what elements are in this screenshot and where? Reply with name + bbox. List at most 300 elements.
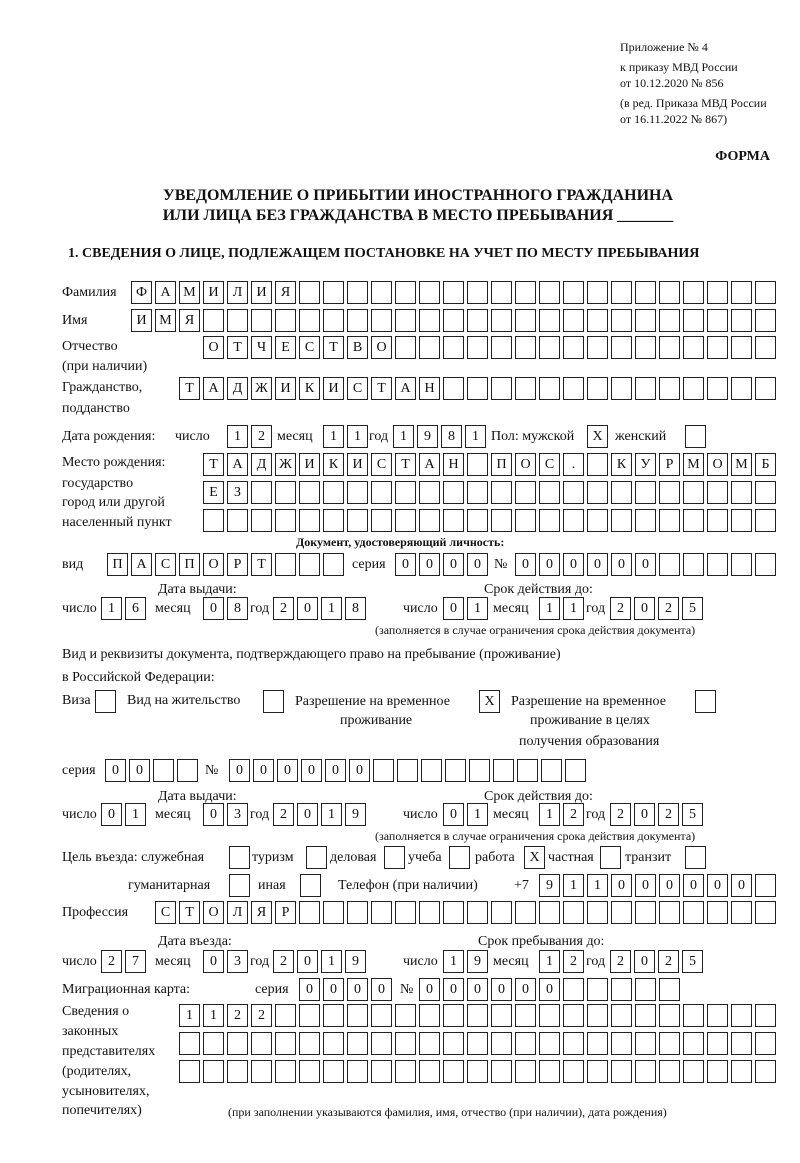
- citizenship-cell[interactable]: [563, 377, 584, 400]
- citizenship-cell[interactable]: И: [275, 377, 296, 400]
- reps-3-cell[interactable]: [611, 1060, 632, 1083]
- surname-cell[interactable]: [395, 281, 416, 304]
- name-cell[interactable]: И: [131, 309, 152, 332]
- birthplace-3-cell[interactable]: [323, 509, 344, 532]
- birthplace-1-cell[interactable]: С: [539, 453, 560, 476]
- name-cell[interactable]: М: [155, 309, 176, 332]
- name-cell[interactable]: [467, 309, 488, 332]
- reps-3-cell[interactable]: [515, 1060, 536, 1083]
- profession-cell[interactable]: [707, 901, 728, 924]
- profession-cell[interactable]: [299, 901, 320, 924]
- id-series-cell[interactable]: 0: [443, 553, 464, 576]
- birthplace-1-cell[interactable]: [587, 453, 608, 476]
- patronymic-cell[interactable]: Т: [323, 336, 344, 359]
- stay-until-month-cell[interactable]: 1: [539, 950, 560, 973]
- reps-3-cell[interactable]: [683, 1060, 704, 1083]
- patronymic-cell[interactable]: [443, 336, 464, 359]
- patronymic-cell[interactable]: [563, 336, 584, 359]
- stay-series-cell[interactable]: [177, 759, 198, 782]
- reps-3-cell[interactable]: [347, 1060, 368, 1083]
- reps-2-cell[interactable]: [515, 1032, 536, 1055]
- entry-day-cell[interactable]: 2: [101, 950, 122, 973]
- birth-day-cell[interactable]: 1: [227, 425, 248, 448]
- id-issue-month-cell[interactable]: 0: [203, 597, 224, 620]
- reps-3-cell[interactable]: [395, 1060, 416, 1083]
- patronymic-cell[interactable]: [635, 336, 656, 359]
- profession-cell[interactable]: [515, 901, 536, 924]
- id-valid-year-cell[interactable]: 2: [610, 597, 631, 620]
- purpose-study-cell[interactable]: [449, 846, 470, 869]
- id-kind-cell[interactable]: Р: [227, 553, 248, 576]
- id-issue-year-cell[interactable]: 8: [345, 597, 366, 620]
- citizenship-cell[interactable]: [611, 377, 632, 400]
- citizenship-cell[interactable]: Т: [371, 377, 392, 400]
- profession-cell[interactable]: [323, 901, 344, 924]
- reps-3-cell[interactable]: [179, 1060, 200, 1083]
- mig-number-cell[interactable]: [635, 978, 656, 1001]
- reps-1-cell[interactable]: [587, 1004, 608, 1027]
- id-number-cell[interactable]: 0: [515, 553, 536, 576]
- birthplace-2-cell[interactable]: [347, 481, 368, 504]
- id-issue-month-cell[interactable]: 8: [227, 597, 248, 620]
- id-number-cell[interactable]: 0: [635, 553, 656, 576]
- reps-1-cell[interactable]: [299, 1004, 320, 1027]
- stay-until-year-cell[interactable]: 2: [658, 950, 679, 973]
- reps-3-cell[interactable]: [467, 1060, 488, 1083]
- entry-year-cell[interactable]: 9: [345, 950, 366, 973]
- birthplace-1-cell[interactable]: С: [371, 453, 392, 476]
- phone-cell[interactable]: 0: [707, 874, 728, 897]
- id-kind-cell[interactable]: А: [131, 553, 152, 576]
- birth-day-cell[interactable]: 2: [251, 425, 272, 448]
- stay-valid-month-cell[interactable]: 2: [563, 803, 584, 826]
- patronymic-cell[interactable]: Ч: [251, 336, 272, 359]
- birthplace-2-cell[interactable]: З: [227, 481, 248, 504]
- profession-cell[interactable]: [563, 901, 584, 924]
- id-issue-year-cell[interactable]: 1: [321, 597, 342, 620]
- surname-cell[interactable]: [467, 281, 488, 304]
- purpose-official-cell[interactable]: [229, 846, 250, 869]
- birthplace-2-cell[interactable]: [587, 481, 608, 504]
- surname-cell[interactable]: [539, 281, 560, 304]
- citizenship-cell[interactable]: [659, 377, 680, 400]
- citizenship-cell[interactable]: К: [299, 377, 320, 400]
- id-number-cell[interactable]: [755, 553, 776, 576]
- reps-2-cell[interactable]: [611, 1032, 632, 1055]
- patronymic-cell[interactable]: О: [371, 336, 392, 359]
- name-cell[interactable]: [707, 309, 728, 332]
- surname-cell[interactable]: М: [179, 281, 200, 304]
- birthplace-2-cell[interactable]: [467, 481, 488, 504]
- mig-series-cell[interactable]: 0: [323, 978, 344, 1001]
- name-cell[interactable]: [539, 309, 560, 332]
- birthplace-3-cell[interactable]: [563, 509, 584, 532]
- id-number-cell[interactable]: [683, 553, 704, 576]
- birthplace-3-cell[interactable]: [227, 509, 248, 532]
- birthplace-1-cell[interactable]: О: [707, 453, 728, 476]
- birthplace-2-cell[interactable]: [635, 481, 656, 504]
- stay-number-cell[interactable]: [493, 759, 514, 782]
- temp-edu-cell[interactable]: [695, 690, 716, 713]
- profession-cell[interactable]: [587, 901, 608, 924]
- id-number-cell[interactable]: [731, 553, 752, 576]
- reps-1-cell[interactable]: [611, 1004, 632, 1027]
- birthplace-3-cell[interactable]: [251, 509, 272, 532]
- birth-year-cell[interactable]: 8: [441, 425, 462, 448]
- reps-1-cell[interactable]: [707, 1004, 728, 1027]
- surname-cell[interactable]: [611, 281, 632, 304]
- profession-cell[interactable]: [371, 901, 392, 924]
- patronymic-cell[interactable]: [755, 336, 776, 359]
- stay-number-cell[interactable]: 0: [325, 759, 346, 782]
- name-cell[interactable]: [563, 309, 584, 332]
- patronymic-cell[interactable]: [467, 336, 488, 359]
- id-valid-day-cell[interactable]: 1: [467, 597, 488, 620]
- id-valid-year-cell[interactable]: 0: [634, 597, 655, 620]
- reps-2-cell[interactable]: [443, 1032, 464, 1055]
- reps-1-cell[interactable]: [323, 1004, 344, 1027]
- citizenship-cell[interactable]: [515, 377, 536, 400]
- citizenship-cell[interactable]: Т: [179, 377, 200, 400]
- reps-2-cell[interactable]: [659, 1032, 680, 1055]
- reps-1-cell[interactable]: [467, 1004, 488, 1027]
- patronymic-cell[interactable]: Т: [227, 336, 248, 359]
- stay-issue-day-cell[interactable]: 0: [101, 803, 122, 826]
- reps-3-cell[interactable]: [587, 1060, 608, 1083]
- birthplace-2-cell[interactable]: [755, 481, 776, 504]
- surname-cell[interactable]: И: [203, 281, 224, 304]
- birthplace-2-cell[interactable]: [323, 481, 344, 504]
- birthplace-3-cell[interactable]: [419, 509, 440, 532]
- id-valid-day-cell[interactable]: 0: [443, 597, 464, 620]
- reps-1-cell[interactable]: [371, 1004, 392, 1027]
- birthplace-3-cell[interactable]: [587, 509, 608, 532]
- birthplace-2-cell[interactable]: [707, 481, 728, 504]
- mig-series-cell[interactable]: 0: [371, 978, 392, 1001]
- profession-cell[interactable]: Л: [227, 901, 248, 924]
- reps-1-cell[interactable]: [347, 1004, 368, 1027]
- patronymic-cell[interactable]: [707, 336, 728, 359]
- reps-3-cell[interactable]: [659, 1060, 680, 1083]
- birthplace-1-cell[interactable]: Б: [755, 453, 776, 476]
- phone-cell[interactable]: 1: [563, 874, 584, 897]
- mig-series-cell[interactable]: 0: [347, 978, 368, 1001]
- profession-cell[interactable]: [635, 901, 656, 924]
- profession-cell[interactable]: [755, 901, 776, 924]
- visa-cell[interactable]: [95, 690, 116, 713]
- birthplace-3-cell[interactable]: [611, 509, 632, 532]
- reps-3-cell[interactable]: [275, 1060, 296, 1083]
- mig-number-cell[interactable]: [659, 978, 680, 1001]
- id-number-cell[interactable]: 0: [563, 553, 584, 576]
- birthplace-1-cell[interactable]: А: [419, 453, 440, 476]
- birth-year-cell[interactable]: 9: [417, 425, 438, 448]
- name-cell[interactable]: [635, 309, 656, 332]
- birthplace-1-cell[interactable]: Д: [251, 453, 272, 476]
- stay-number-cell[interactable]: 0: [277, 759, 298, 782]
- id-kind-cell[interactable]: Т: [251, 553, 272, 576]
- surname-cell[interactable]: [755, 281, 776, 304]
- birthplace-2-cell[interactable]: [299, 481, 320, 504]
- sex-male-cell[interactable]: X: [587, 425, 608, 448]
- stay-number-cell[interactable]: [421, 759, 442, 782]
- birthplace-1-cell[interactable]: К: [323, 453, 344, 476]
- surname-cell[interactable]: [371, 281, 392, 304]
- mig-number-cell[interactable]: 0: [515, 978, 536, 1001]
- reps-3-cell[interactable]: [419, 1060, 440, 1083]
- name-cell[interactable]: [731, 309, 752, 332]
- profession-cell[interactable]: [539, 901, 560, 924]
- patronymic-cell[interactable]: О: [203, 336, 224, 359]
- reps-1-cell[interactable]: [635, 1004, 656, 1027]
- patronymic-cell[interactable]: [419, 336, 440, 359]
- birth-year-cell[interactable]: 1: [393, 425, 414, 448]
- purpose-work-cell[interactable]: X: [524, 846, 545, 869]
- stay-valid-year-cell[interactable]: 5: [682, 803, 703, 826]
- purpose-other-cell[interactable]: [300, 874, 321, 897]
- reps-2-cell[interactable]: [683, 1032, 704, 1055]
- reps-2-cell[interactable]: [755, 1032, 776, 1055]
- reps-3-cell[interactable]: [251, 1060, 272, 1083]
- name-cell[interactable]: [515, 309, 536, 332]
- birthplace-1-cell[interactable]: А: [227, 453, 248, 476]
- birthplace-3-cell[interactable]: [683, 509, 704, 532]
- stay-issue-year-cell[interactable]: 9: [345, 803, 366, 826]
- id-issue-day-cell[interactable]: 1: [101, 597, 122, 620]
- reps-2-cell[interactable]: [203, 1032, 224, 1055]
- birthplace-1-cell[interactable]: О: [515, 453, 536, 476]
- mig-number-cell[interactable]: 0: [419, 978, 440, 1001]
- birthplace-3-cell[interactable]: [203, 509, 224, 532]
- surname-cell[interactable]: [299, 281, 320, 304]
- purpose-transit-cell[interactable]: [685, 846, 706, 869]
- birthplace-1-cell[interactable]: И: [347, 453, 368, 476]
- birthplace-3-cell[interactable]: [467, 509, 488, 532]
- reps-1-cell[interactable]: 2: [227, 1004, 248, 1027]
- stay-valid-year-cell[interactable]: 2: [610, 803, 631, 826]
- mig-number-cell[interactable]: 0: [539, 978, 560, 1001]
- name-cell[interactable]: [203, 309, 224, 332]
- profession-cell[interactable]: О: [203, 901, 224, 924]
- id-kind-cell[interactable]: П: [107, 553, 128, 576]
- citizenship-cell[interactable]: С: [347, 377, 368, 400]
- patronymic-cell[interactable]: [731, 336, 752, 359]
- stay-issue-year-cell[interactable]: 1: [321, 803, 342, 826]
- birthplace-2-cell[interactable]: [611, 481, 632, 504]
- citizenship-cell[interactable]: [683, 377, 704, 400]
- citizenship-cell[interactable]: Н: [419, 377, 440, 400]
- mig-number-cell[interactable]: 0: [491, 978, 512, 1001]
- reps-3-cell[interactable]: [371, 1060, 392, 1083]
- birthplace-2-cell[interactable]: [683, 481, 704, 504]
- patronymic-cell[interactable]: [515, 336, 536, 359]
- reps-3-cell[interactable]: [491, 1060, 512, 1083]
- reps-1-cell[interactable]: [491, 1004, 512, 1027]
- stay-number-cell[interactable]: 0: [229, 759, 250, 782]
- id-number-cell[interactable]: 0: [539, 553, 560, 576]
- name-cell[interactable]: [491, 309, 512, 332]
- surname-cell[interactable]: [587, 281, 608, 304]
- mig-number-cell[interactable]: [611, 978, 632, 1001]
- purpose-private-cell[interactable]: [600, 846, 621, 869]
- birthplace-2-cell[interactable]: [371, 481, 392, 504]
- citizenship-cell[interactable]: [467, 377, 488, 400]
- phone-cell[interactable]: 9: [539, 874, 560, 897]
- reps-2-cell[interactable]: [467, 1032, 488, 1055]
- id-valid-year-cell[interactable]: 2: [658, 597, 679, 620]
- reps-2-cell[interactable]: [707, 1032, 728, 1055]
- surname-cell[interactable]: А: [155, 281, 176, 304]
- surname-cell[interactable]: [323, 281, 344, 304]
- birthplace-1-cell[interactable]: М: [731, 453, 752, 476]
- reps-1-cell[interactable]: [563, 1004, 584, 1027]
- stay-number-cell[interactable]: [469, 759, 490, 782]
- surname-cell[interactable]: Л: [227, 281, 248, 304]
- reps-1-cell[interactable]: [683, 1004, 704, 1027]
- name-cell[interactable]: [395, 309, 416, 332]
- stay-number-cell[interactable]: 0: [349, 759, 370, 782]
- profession-cell[interactable]: С: [155, 901, 176, 924]
- surname-cell[interactable]: [347, 281, 368, 304]
- stay-until-day-cell[interactable]: 1: [443, 950, 464, 973]
- profession-cell[interactable]: Р: [275, 901, 296, 924]
- name-cell[interactable]: [299, 309, 320, 332]
- entry-year-cell[interactable]: 0: [297, 950, 318, 973]
- patronymic-cell[interactable]: [587, 336, 608, 359]
- stay-until-year-cell[interactable]: 5: [682, 950, 703, 973]
- birthplace-2-cell[interactable]: [491, 481, 512, 504]
- name-cell[interactable]: [659, 309, 680, 332]
- patronymic-cell[interactable]: Е: [275, 336, 296, 359]
- reps-3-cell[interactable]: [227, 1060, 248, 1083]
- temp-residence-cell[interactable]: X: [479, 690, 500, 713]
- reps-1-cell[interactable]: [515, 1004, 536, 1027]
- stay-until-day-cell[interactable]: 9: [467, 950, 488, 973]
- birthplace-3-cell[interactable]: [299, 509, 320, 532]
- purpose-tourism-cell[interactable]: [306, 846, 327, 869]
- reps-3-cell[interactable]: [707, 1060, 728, 1083]
- reps-1-cell[interactable]: [395, 1004, 416, 1027]
- birthplace-1-cell[interactable]: М: [683, 453, 704, 476]
- name-cell[interactable]: [275, 309, 296, 332]
- reps-2-cell[interactable]: [539, 1032, 560, 1055]
- birthplace-1-cell[interactable]: [467, 453, 488, 476]
- birthplace-3-cell[interactable]: [443, 509, 464, 532]
- reps-1-cell[interactable]: 2: [251, 1004, 272, 1027]
- profession-cell[interactable]: [419, 901, 440, 924]
- birthplace-3-cell[interactable]: [515, 509, 536, 532]
- reps-3-cell[interactable]: [539, 1060, 560, 1083]
- reps-3-cell[interactable]: [731, 1060, 752, 1083]
- id-valid-month-cell[interactable]: 1: [563, 597, 584, 620]
- profession-cell[interactable]: [347, 901, 368, 924]
- citizenship-cell[interactable]: И: [323, 377, 344, 400]
- birthplace-2-cell[interactable]: [539, 481, 560, 504]
- birthplace-2-cell[interactable]: [443, 481, 464, 504]
- reps-1-cell[interactable]: [275, 1004, 296, 1027]
- reps-2-cell[interactable]: [563, 1032, 584, 1055]
- reps-1-cell[interactable]: [659, 1004, 680, 1027]
- citizenship-cell[interactable]: [539, 377, 560, 400]
- id-issue-year-cell[interactable]: 2: [273, 597, 294, 620]
- surname-cell[interactable]: [515, 281, 536, 304]
- reps-2-cell[interactable]: [251, 1032, 272, 1055]
- stay-valid-day-cell[interactable]: 0: [443, 803, 464, 826]
- birthplace-1-cell[interactable]: У: [635, 453, 656, 476]
- profession-cell[interactable]: [731, 901, 752, 924]
- patronymic-cell[interactable]: [395, 336, 416, 359]
- birthplace-2-cell[interactable]: [419, 481, 440, 504]
- reps-2-cell[interactable]: [275, 1032, 296, 1055]
- id-issue-year-cell[interactable]: 0: [297, 597, 318, 620]
- profession-cell[interactable]: [659, 901, 680, 924]
- id-kind-cell[interactable]: О: [203, 553, 224, 576]
- mig-number-cell[interactable]: [563, 978, 584, 1001]
- surname-cell[interactable]: [683, 281, 704, 304]
- id-kind-cell[interactable]: [323, 553, 344, 576]
- birthplace-3-cell[interactable]: [755, 509, 776, 532]
- id-series-cell[interactable]: 0: [395, 553, 416, 576]
- reps-1-cell[interactable]: [443, 1004, 464, 1027]
- stay-series-cell[interactable]: [153, 759, 174, 782]
- reps-3-cell[interactable]: [323, 1060, 344, 1083]
- stay-valid-year-cell[interactable]: 2: [658, 803, 679, 826]
- patronymic-cell[interactable]: [491, 336, 512, 359]
- patronymic-cell[interactable]: [683, 336, 704, 359]
- id-kind-cell[interactable]: [275, 553, 296, 576]
- profession-cell[interactable]: Т: [179, 901, 200, 924]
- reps-2-cell[interactable]: [371, 1032, 392, 1055]
- birthplace-2-cell[interactable]: [563, 481, 584, 504]
- citizenship-cell[interactable]: [587, 377, 608, 400]
- birthplace-1-cell[interactable]: Т: [203, 453, 224, 476]
- citizenship-cell[interactable]: Ж: [251, 377, 272, 400]
- stay-until-year-cell[interactable]: 0: [634, 950, 655, 973]
- birthplace-3-cell[interactable]: [707, 509, 728, 532]
- birth-month-cell[interactable]: 1: [323, 425, 344, 448]
- entry-month-cell[interactable]: 0: [203, 950, 224, 973]
- birthplace-1-cell[interactable]: Ж: [275, 453, 296, 476]
- reps-1-cell[interactable]: 1: [179, 1004, 200, 1027]
- reps-2-cell[interactable]: [419, 1032, 440, 1055]
- surname-cell[interactable]: [635, 281, 656, 304]
- name-cell[interactable]: [323, 309, 344, 332]
- id-series-cell[interactable]: 0: [467, 553, 488, 576]
- reps-2-cell[interactable]: [347, 1032, 368, 1055]
- profession-cell[interactable]: [443, 901, 464, 924]
- id-number-cell[interactable]: 0: [611, 553, 632, 576]
- surname-cell[interactable]: [443, 281, 464, 304]
- profession-cell[interactable]: Я: [251, 901, 272, 924]
- reps-2-cell[interactable]: [323, 1032, 344, 1055]
- surname-cell[interactable]: Я: [275, 281, 296, 304]
- birthplace-1-cell[interactable]: .: [563, 453, 584, 476]
- name-cell[interactable]: [587, 309, 608, 332]
- birthplace-2-cell[interactable]: [251, 481, 272, 504]
- reps-3-cell[interactable]: [443, 1060, 464, 1083]
- surname-cell[interactable]: [419, 281, 440, 304]
- phone-cell[interactable]: 0: [611, 874, 632, 897]
- reps-2-cell[interactable]: [395, 1032, 416, 1055]
- birthplace-2-cell[interactable]: [515, 481, 536, 504]
- reps-2-cell[interactable]: [635, 1032, 656, 1055]
- stay-series-cell[interactable]: 0: [129, 759, 150, 782]
- reps-3-cell[interactable]: [203, 1060, 224, 1083]
- birthplace-1-cell[interactable]: И: [299, 453, 320, 476]
- stay-number-cell[interactable]: 0: [301, 759, 322, 782]
- citizenship-cell[interactable]: А: [203, 377, 224, 400]
- citizenship-cell[interactable]: А: [395, 377, 416, 400]
